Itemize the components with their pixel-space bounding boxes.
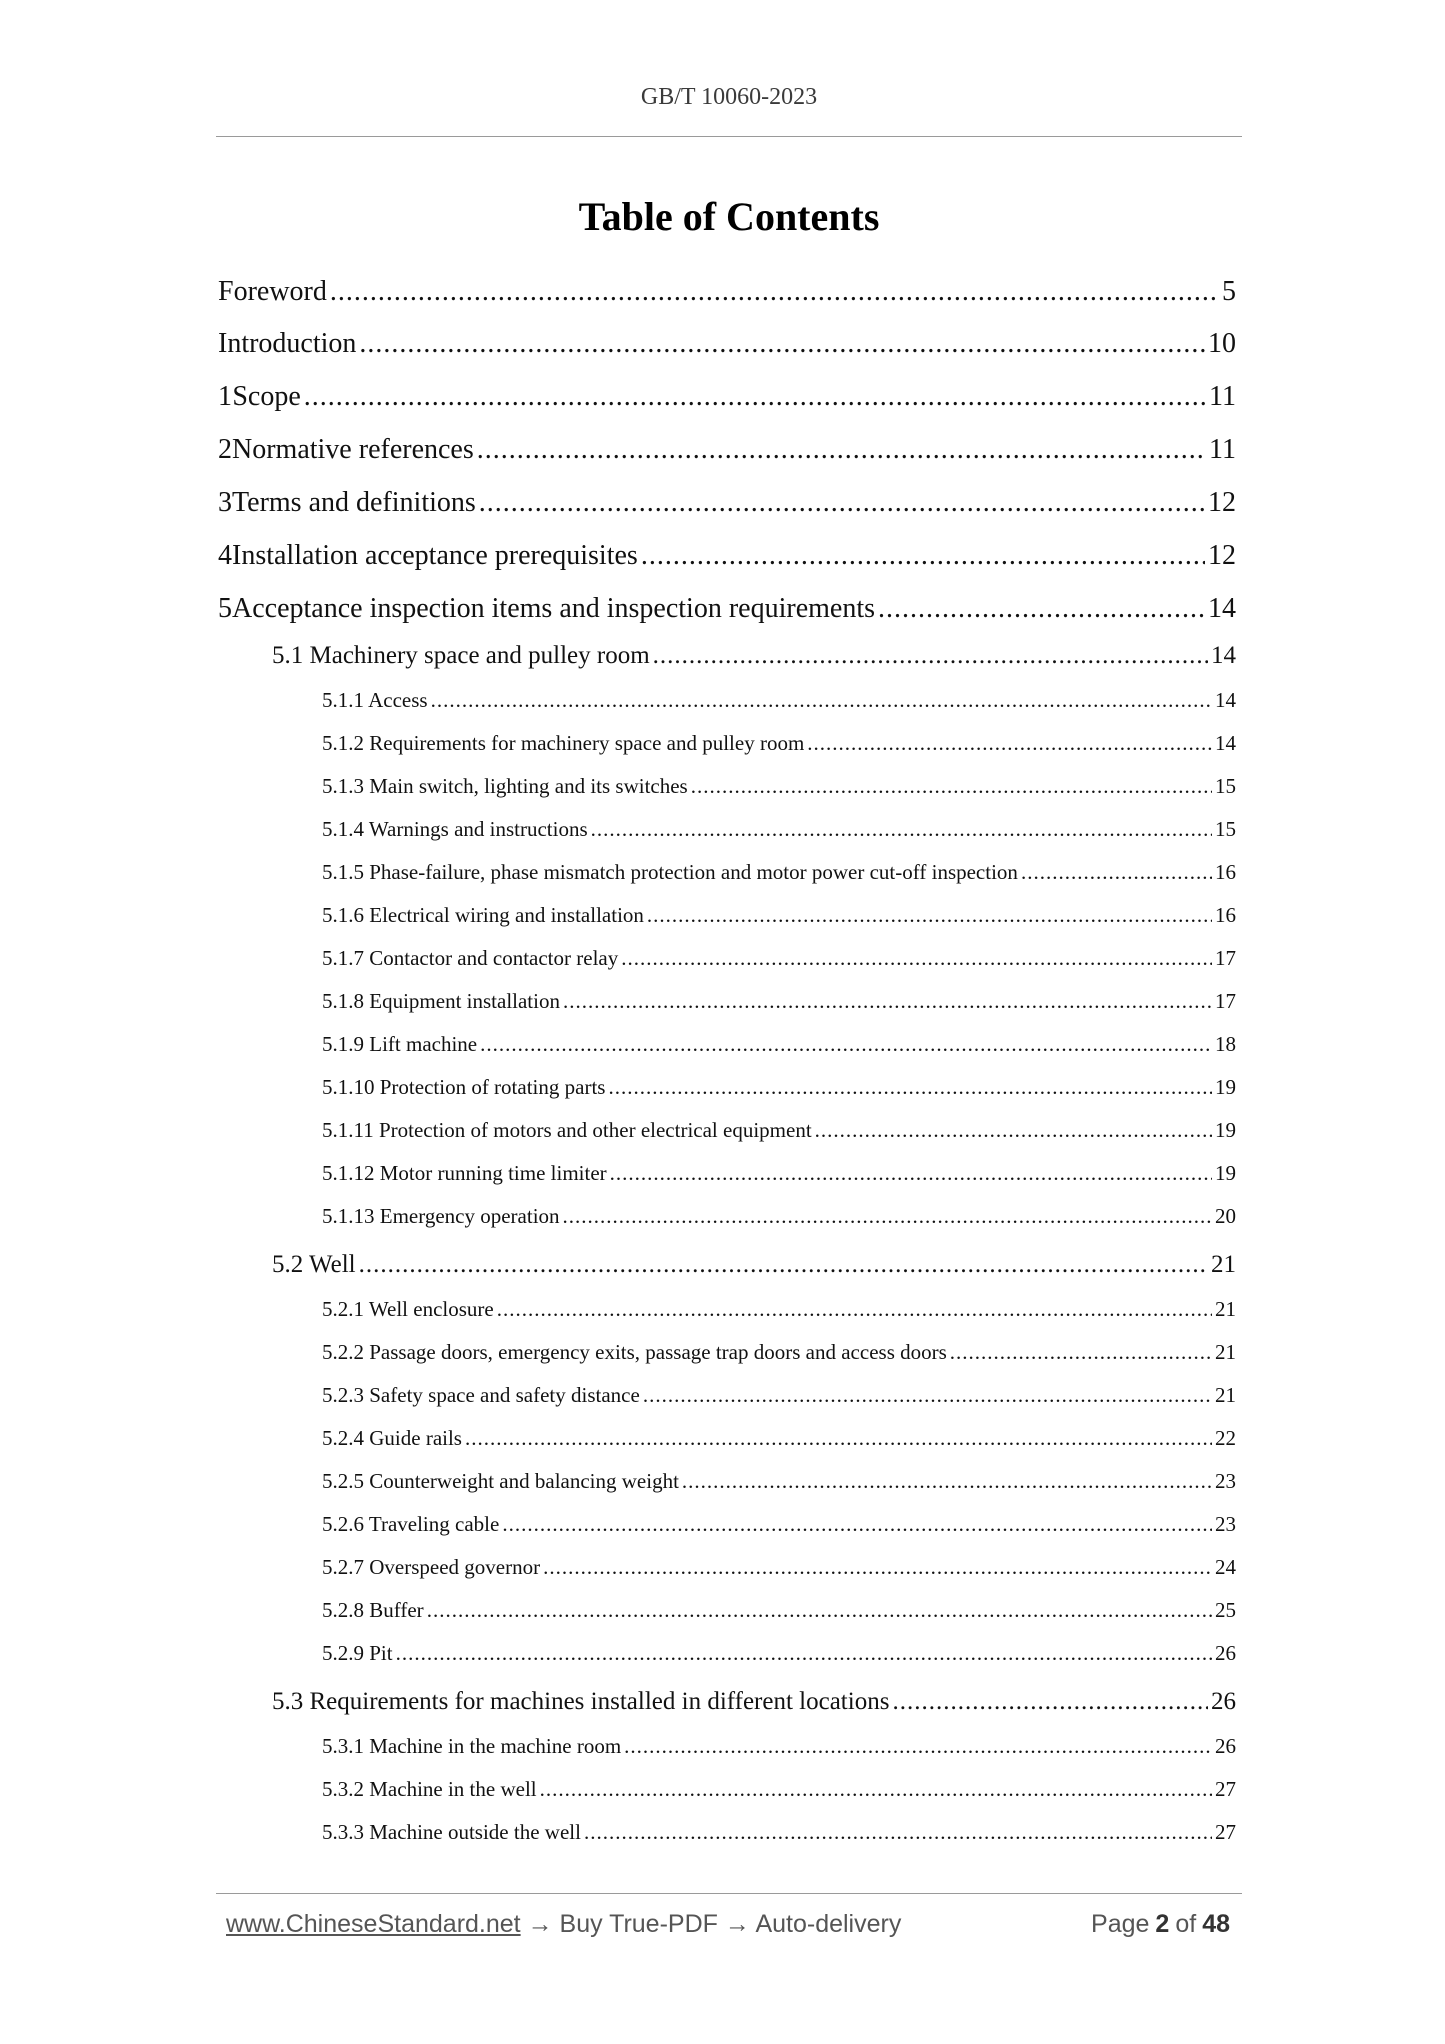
toc-entry-page: 12	[1208, 540, 1236, 571]
dot-leader	[691, 774, 1212, 799]
toc-entry-page: 23	[1215, 1469, 1236, 1493]
toc-entry[interactable]	[322, 1734, 1236, 1759]
toc-entry[interactable]	[218, 328, 1236, 360]
page-word: Page	[1091, 1910, 1150, 1938]
arrow-right-icon: →	[527, 1910, 553, 1938]
of-word: of	[1175, 1910, 1197, 1938]
toc-entry[interactable]	[322, 1469, 1236, 1494]
toc-entry-page: 26	[1215, 1641, 1236, 1665]
arrow-right-icon: →	[724, 1910, 750, 1938]
toc-entry-number: 5	[218, 593, 232, 624]
toc-entry-page: 21	[1211, 1251, 1236, 1278]
toc-entry[interactable]	[322, 1641, 1236, 1666]
dot-leader	[563, 989, 1212, 1014]
toc-entry[interactable]	[322, 1032, 1236, 1057]
toc-entry[interactable]	[322, 903, 1236, 928]
toc-entry-number: 4	[218, 540, 232, 571]
toc-entry-page: 26	[1215, 1734, 1236, 1758]
dot-leader	[543, 1555, 1212, 1580]
toc-entry-label: 5.1.8 Equipment installation	[322, 989, 560, 1013]
dot-leader	[304, 381, 1206, 413]
page-title: Table of Contents	[578, 194, 880, 239]
toc-entry-label: Foreword	[218, 276, 327, 307]
toc-entry-page: 21	[1215, 1383, 1236, 1407]
toc-entry[interactable]	[218, 276, 1236, 308]
toc-entry[interactable]	[218, 487, 1236, 519]
toc-entry[interactable]	[272, 1688, 1236, 1716]
toc-entry-page: 12	[1208, 487, 1236, 518]
toc-entry[interactable]	[322, 1118, 1236, 1143]
toc-entry[interactable]	[218, 540, 1236, 572]
toc-entry[interactable]	[272, 642, 1236, 670]
running-header: GB/T 10060-2023	[640, 84, 818, 110]
dot-leader	[892, 1688, 1208, 1716]
toc-entry-label: 5.1.11 Protection of motors and other electrical equipment	[322, 1118, 812, 1142]
toc-entry-label: 5.2.4 Guide rails	[322, 1426, 462, 1450]
toc-entry-label: 5.2.6 Traveling cable	[322, 1512, 500, 1536]
toc-entry-page: 25	[1215, 1598, 1236, 1622]
dot-leader	[396, 1641, 1212, 1666]
dot-leader	[950, 1340, 1212, 1365]
dot-leader	[815, 1118, 1212, 1143]
dot-leader	[653, 642, 1208, 670]
dot-leader	[591, 817, 1212, 842]
toc-entry-page: 17	[1215, 946, 1236, 970]
toc-entry-label: 5.2.3 Safety space and safety distance	[322, 1383, 640, 1407]
toc-entry-page: 19	[1215, 1118, 1236, 1142]
toc-entry-page: 26	[1211, 1688, 1236, 1715]
toc-entry-page: 17	[1215, 989, 1236, 1013]
dot-leader	[624, 1734, 1212, 1759]
toc-entry-label: Normative references	[232, 434, 474, 465]
toc-entry-page: 15	[1215, 774, 1236, 798]
toc-entry-page: 23	[1215, 1512, 1236, 1536]
toc-entry[interactable]	[322, 1777, 1236, 1802]
toc-entry-label: 5.3.1 Machine in the machine room	[322, 1734, 622, 1758]
toc-entry-label: 5.2.8 Buffer	[322, 1598, 424, 1622]
total-pages-number: 48	[1202, 1910, 1230, 1938]
toc-entry[interactable]	[218, 593, 1236, 625]
dot-leader	[427, 1598, 1212, 1623]
toc-entry-label: Terms and definitions	[232, 487, 476, 518]
dot-leader	[359, 1251, 1208, 1279]
toc-entry[interactable]	[322, 1204, 1236, 1229]
dot-leader	[497, 1297, 1212, 1322]
toc-entry-page: 16	[1215, 903, 1236, 927]
toc-entry-number: 2	[218, 434, 232, 465]
toc-entry-label: 5.2.2 Passage doors, emergency exits, passage trap doors and access doors	[322, 1340, 947, 1364]
buy-text: Buy True-PDF	[559, 1910, 718, 1938]
toc-entry-page: 27	[1215, 1820, 1236, 1844]
dot-leader	[647, 903, 1212, 928]
toc-entry-page: 18	[1215, 1032, 1236, 1056]
toc-entry-label: 5.2.1 Well enclosure	[322, 1297, 494, 1321]
dot-leader	[682, 1469, 1212, 1494]
page-indicator	[1091, 1910, 1236, 1939]
toc-entry[interactable]	[322, 774, 1236, 799]
toc-entry-label: 5.3.2 Machine in the well	[322, 1777, 537, 1801]
toc-entry[interactable]	[322, 1340, 1236, 1365]
dot-leader	[477, 434, 1206, 466]
toc-entry[interactable]	[272, 1251, 1236, 1279]
toc-entry-label: 5.1.4 Warnings and instructions	[322, 817, 588, 841]
toc-entry[interactable]	[322, 1555, 1236, 1580]
toc-entry[interactable]	[322, 731, 1236, 756]
toc-entry-page: 11	[1209, 381, 1236, 412]
toc-entry-page: 14	[1208, 593, 1236, 624]
toc-entry-number: 1	[218, 381, 232, 412]
toc-entry-page: 21	[1215, 1297, 1236, 1321]
toc-entry-label: 5.1.13 Emergency operation	[322, 1204, 560, 1228]
dot-leader	[643, 1383, 1212, 1408]
toc-entry[interactable]	[218, 381, 1236, 413]
footer-divider	[216, 1893, 1242, 1894]
toc-entry-label: Acceptance inspection items and inspection requirements	[232, 593, 876, 624]
dot-leader	[465, 1426, 1212, 1451]
footer-promo	[226, 1910, 901, 1939]
dot-leader	[502, 1512, 1212, 1537]
toc-entry[interactable]	[322, 817, 1236, 842]
current-page-number: 2	[1155, 1910, 1170, 1938]
toc-entry-label: 5.1.12 Motor running time limiter	[322, 1161, 607, 1185]
toc-entry[interactable]	[322, 860, 1236, 885]
header-divider	[216, 136, 1242, 137]
site-link[interactable]: www.ChineseStandard.net	[226, 1910, 521, 1938]
delivery-text: Auto-delivery	[755, 1910, 902, 1938]
toc-entry[interactable]	[322, 1512, 1236, 1537]
toc-entry-page: 11	[1209, 434, 1236, 465]
toc-entry-label: 5.2 Well	[272, 1251, 356, 1278]
toc-entry-label: 5.1 Machinery space and pulley room	[272, 642, 650, 669]
toc-entry[interactable]	[218, 434, 1236, 466]
toc-entry[interactable]	[322, 1820, 1236, 1845]
toc-entry-label: 5.1.3 Main switch, lighting and its switches	[322, 774, 688, 798]
dot-leader	[1021, 860, 1212, 885]
toc-entry-page: 19	[1215, 1161, 1236, 1185]
toc-entry-label: 5.1.7 Contactor and contactor relay	[322, 946, 619, 970]
dot-leader	[878, 593, 1205, 625]
toc-entry[interactable]	[322, 1426, 1236, 1451]
toc-entry-label: Scope	[232, 381, 301, 412]
toc-entry[interactable]	[322, 946, 1236, 971]
dot-leader	[480, 1032, 1212, 1057]
dot-leader	[608, 1075, 1212, 1100]
dot-leader	[641, 540, 1205, 572]
dot-leader	[330, 276, 1219, 308]
toc-entry-label: 5.1.10 Protection of rotating parts	[322, 1075, 606, 1099]
toc-entry-label: Introduction	[218, 328, 357, 359]
toc-entry-label: 5.3 Requirements for machines installed in different locations	[272, 1688, 890, 1715]
toc-entry-page: 20	[1215, 1204, 1236, 1228]
toc-entry-label: 5.1.5 Phase-failure, phase mismatch protection and motor power cut-off inspection	[322, 860, 1018, 884]
toc-entry-page: 27	[1215, 1777, 1236, 1801]
toc-entry-page: 14	[1211, 642, 1236, 669]
toc-entry-page: 5	[1222, 276, 1236, 307]
toc-entry[interactable]	[322, 989, 1236, 1014]
toc-entry-label: 5.2.7 Overspeed governor	[322, 1555, 541, 1579]
toc-entry-label: 5.2.5 Counterweight and balancing weight	[322, 1469, 679, 1493]
toc-entry-page: 15	[1215, 817, 1236, 841]
toc-entry[interactable]	[322, 688, 1236, 713]
dot-leader	[431, 688, 1212, 713]
toc-entry-page: 16	[1215, 860, 1236, 884]
toc-entry-page: 21	[1215, 1340, 1236, 1364]
toc-entry-label: 5.1.2 Requirements for machinery space and pulley room	[322, 731, 805, 755]
toc-entry-page: 14	[1215, 688, 1236, 712]
toc-entry-page: 10	[1208, 328, 1236, 359]
toc-entry[interactable]	[322, 1383, 1236, 1408]
toc-entry-label: 5.1.1 Access	[322, 688, 428, 712]
toc-entry-number: 3	[218, 487, 232, 518]
toc-entry[interactable]	[322, 1161, 1236, 1186]
toc-entry-label: 5.2.9 Pit	[322, 1641, 393, 1665]
toc-entry[interactable]	[322, 1297, 1236, 1322]
toc-entry-label: 5.1.6 Electrical wiring and installation	[322, 903, 644, 927]
toc-entry-label: 5.3.3 Machine outside the well	[322, 1820, 581, 1844]
toc-entry-page: 19	[1215, 1075, 1236, 1099]
dot-leader	[540, 1777, 1212, 1802]
dot-leader	[479, 487, 1205, 519]
dot-leader	[584, 1820, 1212, 1845]
toc-entry-label: Installation acceptance prerequisites	[232, 540, 638, 571]
dot-leader	[359, 328, 1205, 360]
toc-entry-page: 22	[1215, 1426, 1236, 1450]
page-footer	[226, 1910, 1236, 1946]
dot-leader	[610, 1161, 1212, 1186]
dot-leader	[563, 1204, 1212, 1229]
toc-entry-page: 24	[1215, 1555, 1236, 1579]
toc-entry[interactable]	[322, 1598, 1236, 1623]
toc-entry-label: 5.1.9 Lift machine	[322, 1032, 478, 1056]
toc-entry[interactable]	[322, 1075, 1236, 1100]
dot-leader	[807, 731, 1212, 756]
toc-entry-page: 14	[1215, 731, 1236, 755]
dot-leader	[621, 946, 1212, 971]
